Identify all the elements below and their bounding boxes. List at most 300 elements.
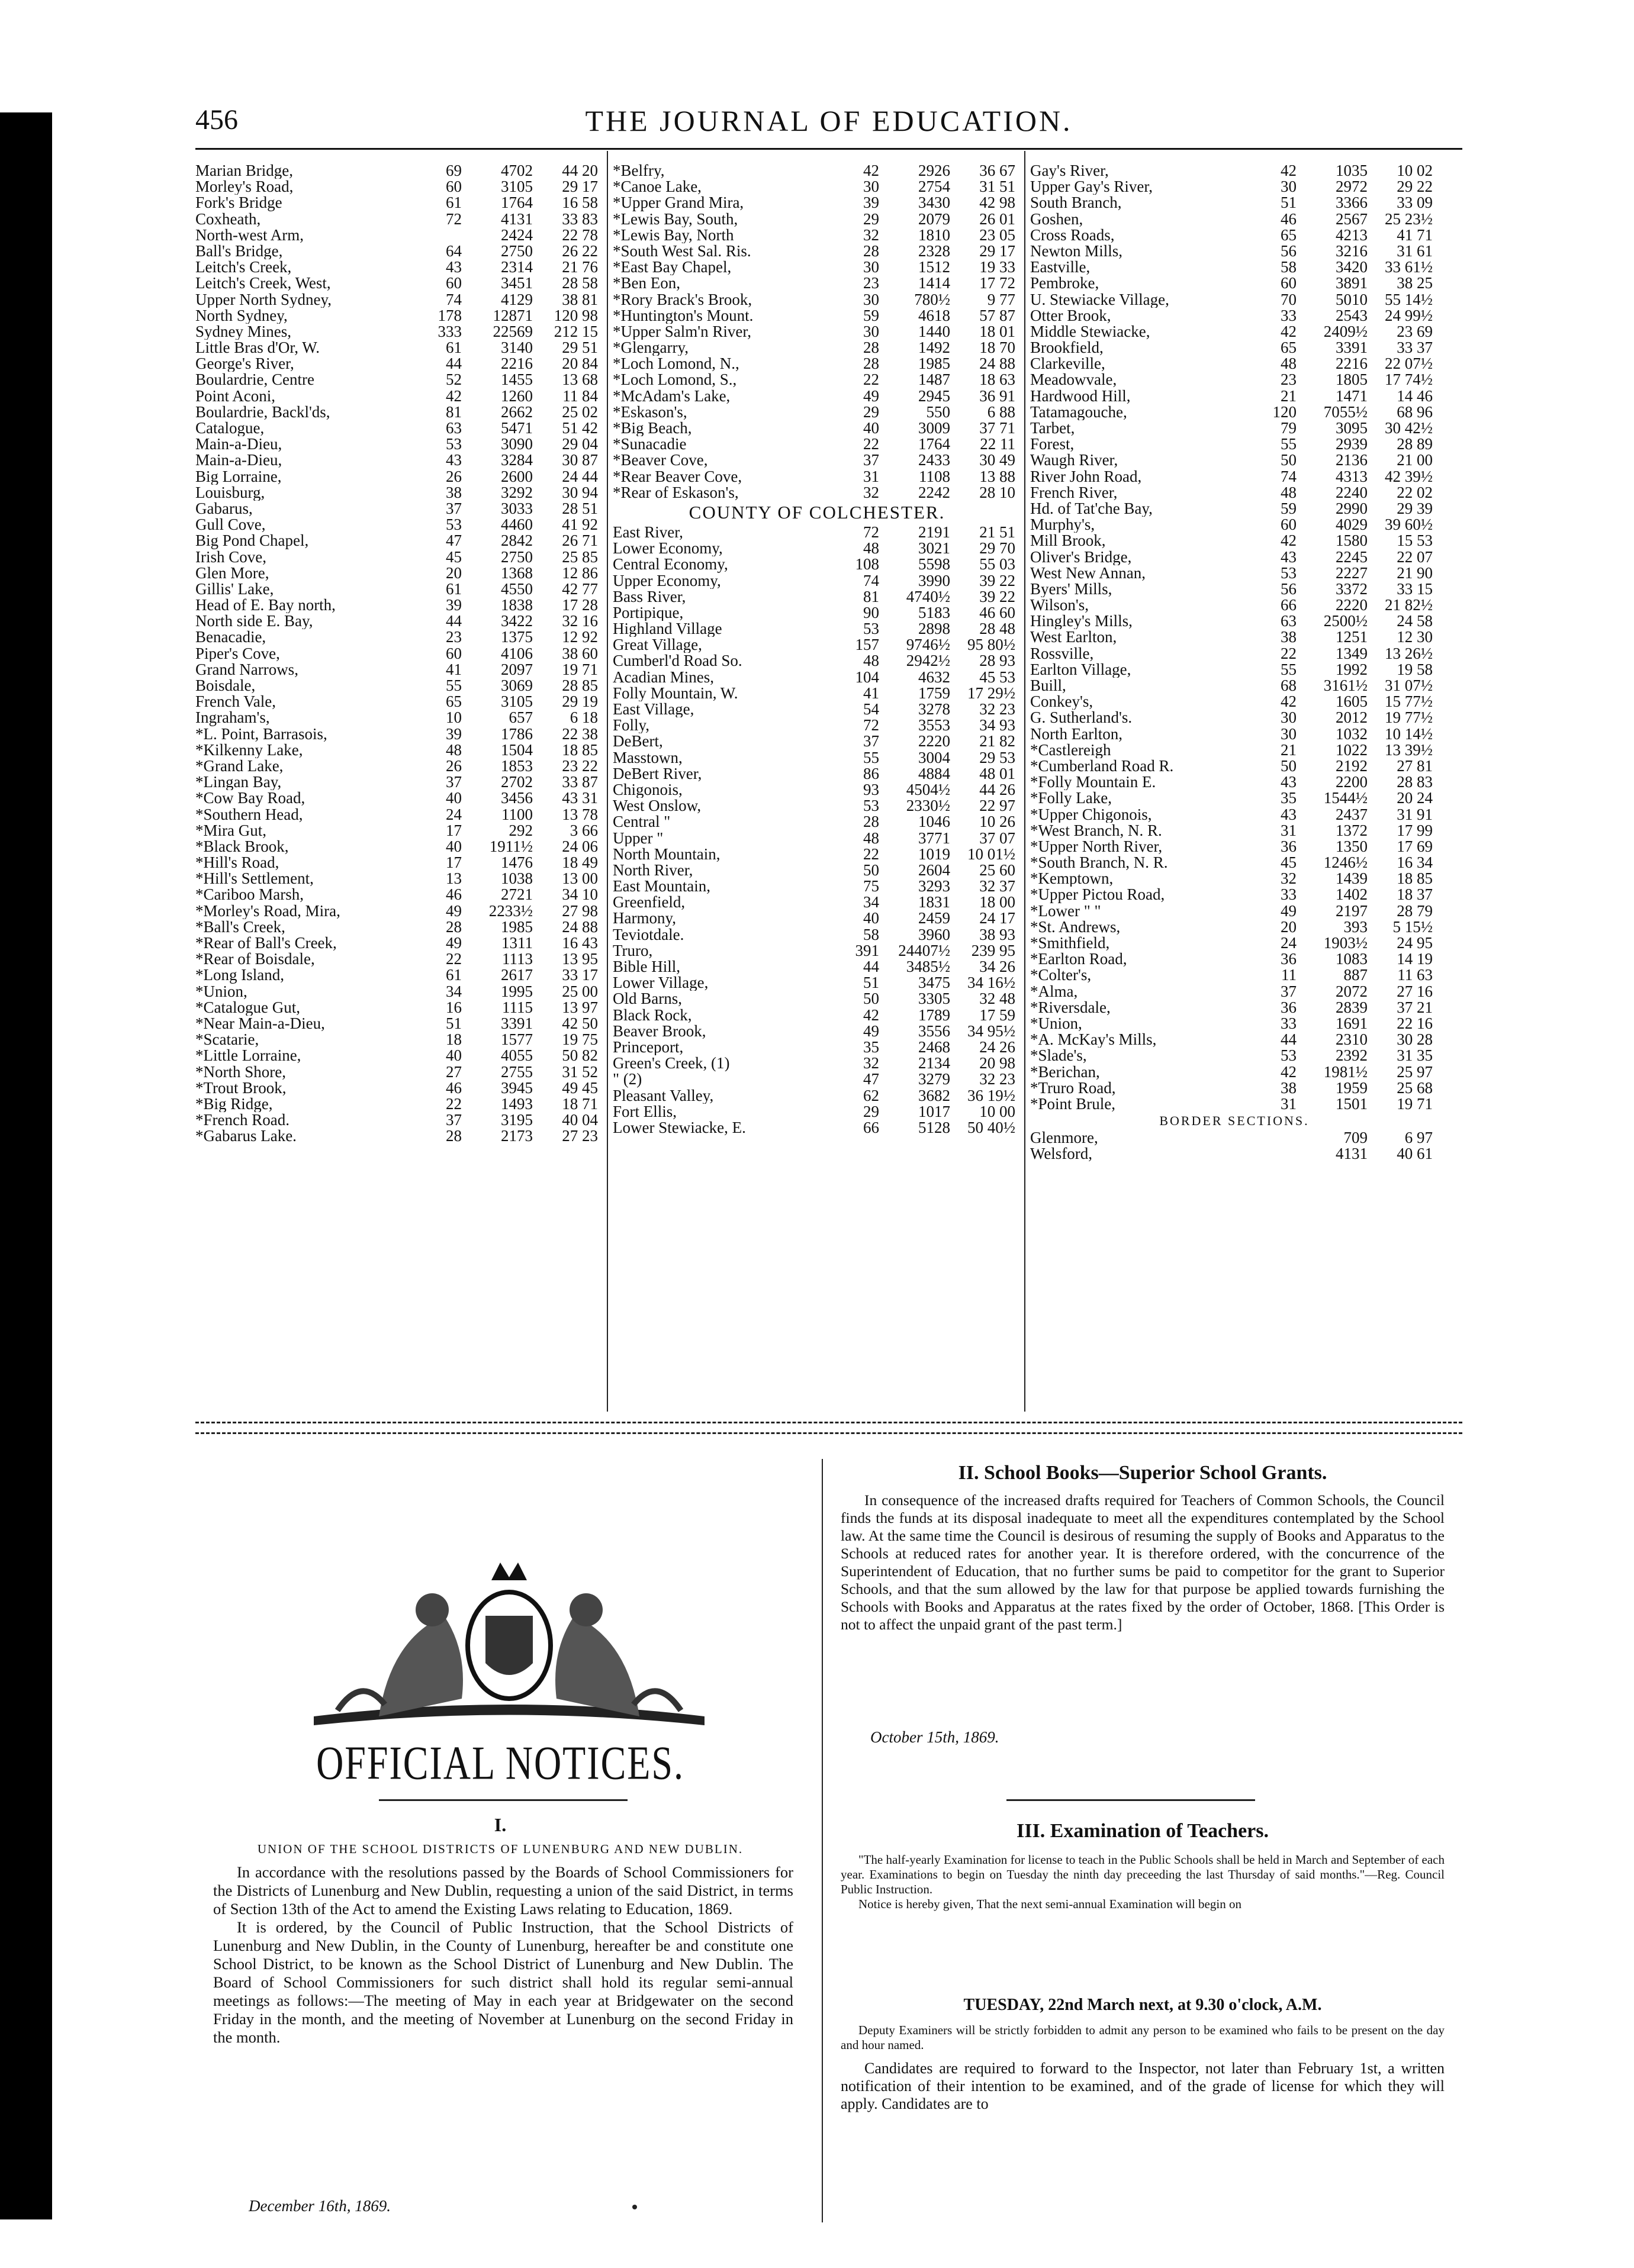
days-attendance: 3372 [1336,579,1368,598]
pupils-count: 36 [1281,950,1297,968]
grant-amount: 34 95½ [967,1022,1015,1040]
pupils-count: 30 [863,178,879,196]
grant-amount: 28 58 [562,274,598,292]
grant-amount: 32 16 [562,612,598,630]
section-name: Gillis' Lake, [195,581,274,598]
section-name: *Union, [195,983,247,1000]
days-attendance: 2227 [1336,563,1368,582]
table-row [613,589,1021,605]
notice-2-body [841,1491,1445,1634]
pupils-count: 333 [438,322,462,340]
grant-amount: 21 90 [1397,563,1433,582]
table-row [613,653,1021,669]
table-row [1030,726,1439,742]
grant-amount: 26 01 [979,210,1015,228]
table-row [1030,662,1439,678]
days-attendance: 1831 [918,893,950,911]
pupils-count: 66 [1281,596,1297,614]
days-attendance: 4504½ [906,780,950,798]
days-attendance: 1439 [1336,869,1368,888]
pupils-count: 52 [446,371,462,389]
days-attendance: 3945 [501,1078,533,1097]
section-name: Buill, [1030,678,1066,694]
section-name: Teviotdale. [613,926,684,943]
section-name: Fork's Bridge [195,195,282,211]
table-row [1030,549,1439,565]
pupils-count: 26 [446,467,462,485]
grant-amount: 42 98 [979,194,1015,212]
section-name: Murphy's, [1030,517,1095,533]
days-attendance: 2328 [918,241,950,260]
days-attendance: 3292 [501,483,533,501]
grant-amount: 18 70 [979,339,1015,357]
table-row [1030,1064,1439,1080]
section-name: Pleasant Valley, [613,1087,714,1104]
table-row [195,597,604,613]
section-name: Old Barns, [613,991,682,1007]
pupils-count: 39 [446,724,462,743]
table-row [1030,919,1439,935]
table-row [195,726,604,742]
table-row [195,710,604,726]
pupils-count: 40 [446,837,462,855]
grant-amount: 39 22 [979,587,1015,605]
pupils-count: 46 [1281,210,1297,228]
pupils-count: 48 [446,740,462,759]
days-attendance: 709 [1343,1129,1368,1147]
days-attendance: 3475 [918,974,950,992]
grant-amount: 22 07½ [1385,355,1433,373]
table-row [195,742,604,758]
section-name: Leitch's Creek, [195,259,292,276]
section-name: Point Aconi, [195,388,276,404]
section-name: Morley's Road, [195,179,294,195]
table-row [195,1032,604,1048]
grant-amount: 22 97 [979,797,1015,815]
pupils-count: 50 [863,861,879,879]
grant-amount: 29 22 [1397,178,1433,196]
section-name: *Rear of Eskason's, [613,484,739,501]
table-row [613,894,1021,910]
grant-amount: 37 71 [979,419,1015,437]
table-row [1030,404,1439,420]
pupils-count: 62 [863,1086,879,1104]
grant-amount: 37 07 [979,829,1015,847]
notice-1-numeral: I. [494,1814,507,1835]
days-attendance: 2409½ [1323,322,1368,340]
pupils-count: 74 [446,290,462,308]
grant-amount: 16 43 [562,934,598,952]
section-name: *Folly Mountain E. [1030,774,1156,791]
grant-amount: 25 02 [562,402,598,421]
grant-amount: 20 98 [979,1054,1015,1072]
section-name: Brookfield, [1030,340,1104,356]
section-name: Lower Village, [613,975,709,991]
pupils-count: 47 [863,1070,879,1088]
section-name: *South Branch, N. R. [1030,855,1168,871]
pupils-count: 74 [863,571,879,589]
section-name: *Upper Chigonois, [1030,806,1152,823]
table-row [613,243,1021,259]
table-row [1030,597,1439,613]
days-attendance: 1544½ [1323,789,1368,807]
grant-amount: 19 71 [1397,1094,1433,1113]
table-row [613,1120,1021,1136]
pupils-count: 65 [446,692,462,711]
pupils-count: 59 [863,306,879,324]
pupils-count: 93 [863,780,879,798]
grant-amount: 31 51 [979,178,1015,196]
pupils-count: 70 [1281,290,1297,308]
table-row [613,1039,1021,1055]
days-attendance: 22569 [493,322,533,340]
table-row [613,733,1021,749]
section-name: *Riversdale, [1030,999,1111,1016]
days-attendance: 3366 [1336,194,1368,212]
section-name: *Trout Brook, [195,1080,287,1096]
section-name: *Southern Head, [195,806,303,823]
pupils-count: 81 [446,402,462,421]
table-row [613,275,1021,291]
pupils-count: 42 [1281,531,1297,550]
table-row [1030,1032,1439,1048]
grant-amount: 19 33 [979,258,1015,276]
section-name: Otter Brook, [1030,307,1111,324]
pupils-count: 104 [855,668,879,686]
pupils-count: 37 [446,499,462,517]
pupils-count: 43 [1281,773,1297,791]
days-attendance: 1995 [501,982,533,1000]
section-name: *Big Ridge, [195,1096,273,1113]
table-row [1030,1080,1439,1096]
table-end-rule [195,1422,1462,1423]
pupils-count: 65 [1281,225,1297,244]
section-name: Gabarus, [195,500,253,517]
section-name: Boulardrie, Centre [195,372,314,388]
grant-amount: 32 23 [979,1070,1015,1088]
table-row [613,308,1021,324]
pupils-count: 43 [1281,805,1297,823]
binding-edge [0,112,52,2219]
section-name: *Glengarry, [613,340,689,356]
pupils-count: 157 [855,636,879,654]
table-row [195,984,604,1000]
pupils-count: 35 [863,1038,879,1056]
ink-speck [632,2205,637,2209]
table-row [613,1071,1021,1087]
grant-amount: 31 35 [1397,1046,1433,1065]
notice-3-quote [841,1853,1445,1912]
section-name: *Smithfield, [1030,935,1110,952]
days-attendance: 3891 [1336,274,1368,292]
pupils-count: 56 [1281,241,1297,260]
days-attendance: 9746½ [906,636,950,654]
grant-amount: 20 84 [562,355,598,373]
grant-amount: 17 74½ [1385,371,1433,389]
grant-amount: 21 51 [979,523,1015,541]
pupils-count: 54 [863,700,879,718]
section-name: *Loch Lomond, S., [613,372,737,388]
table-row [1030,710,1439,726]
grant-amount: 36 91 [979,386,1015,405]
pupils-count: 51 [863,974,879,992]
grant-amount: 46 60 [979,603,1015,621]
row-group [1030,1130,1439,1162]
deputy-examiners-note [841,2023,1445,2053]
days-attendance: 3140 [501,339,533,357]
section-name: Grand Narrows, [195,661,298,678]
section-name: *Upper Grand Mira, [613,195,744,211]
grant-amount: 44 26 [979,780,1015,798]
days-attendance: 1501 [1336,1094,1368,1113]
pupils-count: 42 [1281,322,1297,340]
section-name: Main-a-Dieu, [195,452,282,469]
section-name: *Ball's Creek, [195,919,285,936]
section-name: *Truro Road, [1030,1080,1116,1096]
notice-2-date: October 15th, 1869. [870,1728,999,1746]
grant-amount: 5 15½ [1392,917,1433,936]
grant-amount: 38 25 [1397,274,1433,292]
section-name: U. Stewiacke Village, [1030,291,1169,308]
section-name: Ingraham's, [195,710,270,726]
grant-amount: 38 93 [979,925,1015,943]
table-row [1030,292,1439,308]
grant-amount: 24 88 [562,917,598,936]
days-attendance: 3451 [501,274,533,292]
section-name: " (2) [613,1071,642,1088]
table-row [613,782,1021,798]
pupils-count: 43 [446,451,462,469]
section-name: *Upper Salm'n River, [613,323,751,340]
section-name: *Mira Gut, [195,822,266,839]
section-name: George's River, [195,356,294,372]
section-name: French Vale, [195,694,276,710]
grant-amount: 20 24 [1397,789,1433,807]
days-attendance: 1764 [501,194,533,212]
section-name: Green's Creek, (1) [613,1055,730,1072]
table-row [613,556,1021,572]
days-attendance: 2721 [501,885,533,904]
section-name: Benacadie, [195,629,266,646]
pupils-count: 61 [446,966,462,984]
grant-amount: 33 09 [1397,194,1433,212]
pupils-count: 65 [1281,339,1297,357]
days-attendance: 393 [1343,917,1368,936]
section-name: *Lingan Bay, [195,774,282,791]
section-name: *McAdam's Lake, [613,388,731,404]
section-name: G. Sutherland's. [1030,710,1133,726]
grant-amount: 10 26 [979,813,1015,831]
pupils-count: 22 [446,1094,462,1113]
table-row [195,935,604,951]
table-row [613,717,1021,733]
section-name: *Long Island, [195,967,284,984]
table-row [195,646,604,662]
days-attendance: 3105 [501,692,533,711]
days-attendance: 3216 [1336,241,1368,260]
table-row [195,1048,604,1064]
section-name: Wilson's, [1030,597,1089,614]
page-header [195,104,1462,145]
pupils-count: 18 [446,1030,462,1049]
grant-amount: 6 88 [987,402,1015,421]
grant-amount: 33 17 [562,966,598,984]
section-name: East Village, [613,701,694,718]
section-name: French River, [1030,484,1118,501]
candidates-note [841,2060,1445,2113]
days-attendance: 4131 [1336,1145,1368,1163]
section-name: *Point Brule, [1030,1096,1116,1113]
days-attendance: 1764 [918,435,950,453]
days-attendance: 2702 [501,773,533,791]
days-attendance: 1032 [1336,724,1368,743]
table-row [613,1088,1021,1104]
days-attendance: 2543 [1336,306,1368,324]
table-row [195,565,604,581]
grant-amount: 34 10 [562,885,598,904]
table-row [195,871,604,887]
days-attendance: 1038 [501,869,533,888]
section-name: River John Road, [1030,468,1142,485]
grant-amount: 24 26 [979,1038,1015,1056]
grant-amount: 39 60½ [1385,516,1433,534]
table-row [1030,823,1439,839]
pupils-count: 75 [863,877,879,895]
grant-amount: 41 71 [1397,225,1433,244]
section-name: Main-a-Dieu, [195,436,282,453]
table-row [1030,195,1439,211]
table-row [195,807,604,823]
grant-amount: 36 19½ [967,1086,1015,1104]
table-row [1030,1096,1439,1112]
pupils-count: 20 [1281,917,1297,936]
grant-amount: 44 20 [562,162,598,179]
days-attendance: 2245 [1336,547,1368,566]
grant-amount: 42 77 [562,579,598,598]
section-name: Goshen, [1030,211,1083,227]
table-row [195,275,604,291]
pupils-count: 44 [446,355,462,373]
days-attendance: 4129 [501,290,533,308]
table-row [1030,1016,1439,1032]
days-attendance: 2926 [918,162,950,179]
pupils-count: 17 [446,821,462,839]
pupils-count: 42 [1281,692,1297,711]
days-attendance: 2942½ [906,652,950,670]
table-row [613,485,1021,501]
section-name: Lower Stewiacke, E. [613,1119,746,1136]
pupils-count: 49 [863,386,879,405]
pupils-count: 31 [863,467,879,485]
pupils-count: 50 [1281,756,1297,775]
pupils-count: 30 [863,258,879,276]
section-name: *Upper Pictou Road, [1030,887,1165,903]
district-table-column-3 [1030,163,1439,1400]
notice-1-body [213,1863,793,2047]
pupils-count: 26 [446,756,462,775]
pupils-count: 30 [1281,178,1297,196]
pupils-count: 42 [863,1006,879,1024]
section-name: *Folly Lake, [1030,790,1112,807]
days-attendance: 3095 [1336,419,1368,437]
section-name: Portipique, [613,604,684,621]
pupils-count: 42 [863,162,879,179]
days-attendance: 2755 [501,1062,533,1081]
days-attendance: 1903½ [1323,934,1368,952]
days-attendance: 3682 [918,1086,950,1104]
grant-amount: 25 23½ [1385,210,1433,228]
days-attendance: 2945 [918,386,950,405]
table-row [195,629,604,645]
pupils-count: 37 [863,732,879,750]
section-name: Cumberl'd Road So. [613,653,742,669]
pupils-count: 48 [1281,483,1297,501]
grant-amount: 14 19 [1397,950,1433,968]
pupils-count: 46 [446,885,462,904]
grant-amount: 10 02 [1397,162,1433,179]
grant-amount: 22 16 [1397,1014,1433,1032]
grant-amount: 28 93 [979,652,1015,670]
days-attendance: 2191 [918,523,950,541]
notice-1-date: December 16th, 1869. [249,2197,391,2215]
section-name: *Rory Brack's Brook, [613,291,752,308]
days-attendance: 1789 [918,1006,950,1024]
grant-amount: 51 42 [562,419,598,437]
grant-amount: 40 04 [562,1111,598,1129]
days-attendance: 1985 [918,355,950,373]
section-name: Marian Bridge, [195,163,293,179]
notice-1-paragraph: It is ordered, by the Council of Public Instruction, that the School Districts of Lunenburg and New Dublin, in the County of Lunenburg, hereafter be and constitute one School District, to be known as the School District of Lunenburg and New Dublin. The Board of School Commissioners for such district shall hold its regular semi-annual meetings as follows:—The meeting of May in each year at Bridgewater on the second Friday in the month, and the meeting of November at Lunenburg on the second Friday in the month. [213,1918,793,2046]
grant-amount: 17 99 [1397,821,1433,839]
table-row [195,388,604,404]
grant-amount: 24 44 [562,467,598,485]
days-attendance: 4550 [501,579,533,598]
grant-amount: 15 53 [1397,531,1433,550]
pupils-count: 72 [446,210,462,228]
district-table-column-2 [613,163,1021,1400]
days-attendance: 1985 [501,917,533,936]
section-name: East River, [613,524,683,541]
table-row [195,887,604,903]
table-row [1030,517,1439,533]
section-name: Coxheath, [195,211,261,227]
section-name: North Mountain, [613,846,720,862]
row-group [613,524,1021,1136]
days-attendance: 3021 [918,539,950,558]
pupils-count: 35 [1281,789,1297,807]
days-attendance: 2600 [501,467,533,485]
pupils-count: 39 [863,194,879,212]
grant-amount: 17 29½ [967,684,1015,702]
grant-amount: 29 04 [562,435,598,453]
grant-amount: 30 28 [1397,1030,1433,1049]
grant-amount: 42 50 [562,1014,598,1032]
pupils-count: 21 [1281,740,1297,759]
table-row [613,846,1021,862]
table-row [613,637,1021,653]
table-row [613,814,1021,830]
days-attendance: 2012 [1336,708,1368,727]
days-attendance: 3090 [501,435,533,453]
pupils-count: 34 [863,893,879,911]
section-name: Hd. of Tat'che Bay, [1030,500,1153,517]
days-attendance: 1992 [1336,660,1368,678]
pupils-count: 37 [446,773,462,791]
row-group [195,163,604,1144]
table-row [613,340,1021,356]
grant-amount: 212 15 [554,322,598,340]
section-name: *Scatarie, [195,1032,259,1048]
